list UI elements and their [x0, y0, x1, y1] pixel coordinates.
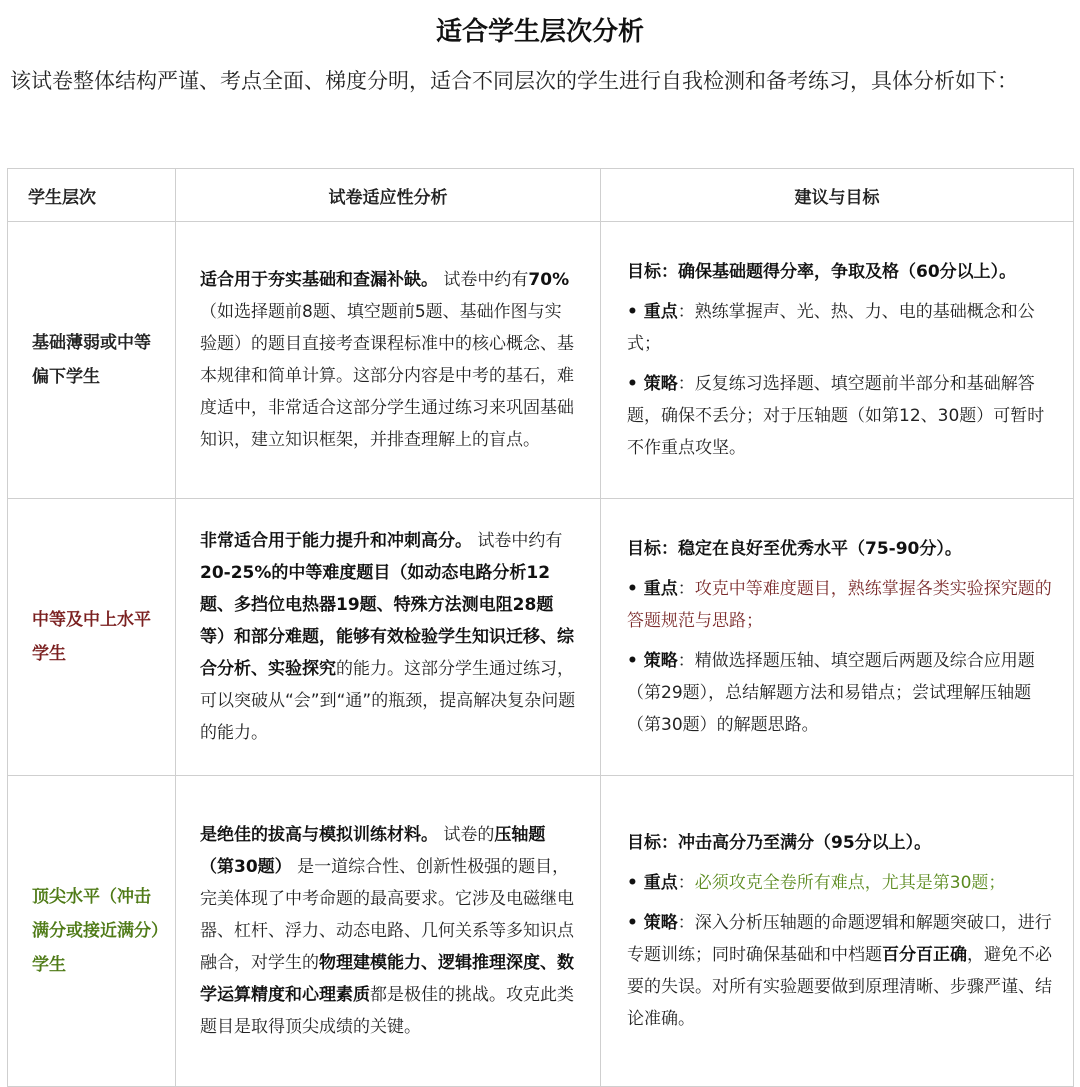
- strategy-label: • 策略: [627, 374, 678, 394]
- level-cell: 顶尖水平（冲击满分或接近满分）学生: [8, 776, 176, 1087]
- strategy-item: [627, 368, 1053, 464]
- analysis-text: 都是极佳的挑战。攻克此类题目是取得顶尖成绩的关键。: [200, 985, 574, 1037]
- goal-text: 目标：稳定在良好至优秀水平（75-90分）。: [627, 539, 962, 559]
- analysis-highlight: 压轴题（第30题）: [200, 825, 546, 877]
- focus-label: • 重点: [627, 302, 678, 322]
- header-analysis: 试卷适应性分析: [176, 169, 601, 222]
- table-header-row: [8, 169, 1074, 222]
- focus-item: [627, 573, 1053, 637]
- analysis-lead: 适合用于夯实基础和查漏补缺。: [200, 270, 438, 290]
- analysis-highlight: 70%: [528, 270, 570, 290]
- analysis-cell: [176, 499, 601, 776]
- analysis-lead: 非常适合用于能力提升和冲刺高分。: [200, 531, 472, 551]
- intro-paragraph: 该试卷整体结构严谨、考点全面、梯度分明，适合不同层次的学生进行自我检测和备考练习，具体分析如下：: [10, 69, 1018, 93]
- analysis-lead: 是绝佳的拔高与模拟训练材料。: [200, 825, 438, 845]
- strategy-highlight: 百分百正确: [882, 945, 967, 965]
- focus-text: ：熟练掌握声、光、热、力、电的基础概念和公式；: [627, 302, 1035, 354]
- strategy-text: ：精做选择题压轴、填空题后两题及综合应用题（第29题），总结解题方法和易错点；尝试理解压轴题（第30题）的解题思路。: [627, 651, 1035, 735]
- table-row: [8, 499, 1074, 776]
- goal-cell: [601, 776, 1074, 1087]
- page-title: 适合学生层次分析: [435, 17, 644, 47]
- analysis-cell: [176, 776, 601, 1087]
- analysis-highlight: 20-25%的中等难度题目（如动态电路分析12题、多挡位电热器19题、特殊方法测电阻28题等）和部分难题，能够有效检验学生知识迁移、综合分析、实验探究: [200, 563, 574, 679]
- level-cell: 中等及中上水平学生: [8, 499, 176, 776]
- focus-text: 必须攻克全卷所有难点，尤其是第30题；: [694, 873, 1006, 893]
- focus-item: [627, 867, 1053, 899]
- table-row: [8, 776, 1074, 1087]
- table-row: [8, 222, 1074, 499]
- level-cell: 基础薄弱或中等偏下学生: [8, 222, 176, 499]
- header-level: 学生层次: [8, 169, 176, 222]
- strategy-text: ，避免不必要的失误。对所有实验题要做到原理清晰、步骤严谨、结论准确。: [627, 945, 1052, 1029]
- analysis-text: 是一道综合性、创新性极强的题目，完美体现了中考命题的最高要求。它涉及电磁继电器、杠杆、浮力、动态电路、几何关系等多知识点融合，对学生的: [200, 857, 574, 973]
- focus-prefix: ：: [677, 873, 695, 893]
- strategy-item: [627, 907, 1053, 1035]
- analysis-text: 试卷中约有: [438, 270, 529, 290]
- focus-label: • 重点: [627, 579, 678, 599]
- focus-item: [627, 296, 1053, 360]
- strategy-item: [627, 645, 1053, 741]
- strategy-label: • 策略: [627, 651, 678, 671]
- strategy-text: ：深入分析压轴题的命题逻辑和解题突破口，进行专题训练；同时确保基础和中档题: [627, 913, 1052, 965]
- strategy-label: • 策略: [627, 913, 678, 933]
- analysis-text: 试卷的: [438, 825, 495, 845]
- analysis-text: （如选择题前8题、填空题前5题、基础作图与实验题）的题目直接考查课程标准中的核心概念、基本规律和简单计算。这部分内容是中考的基石，难度适中，非常适合这部分学生通过练习来巩固基础知识，建立知识框架，并排查理解上的盲点。: [200, 302, 574, 450]
- focus-prefix: ：: [677, 579, 695, 599]
- analysis-text: 试卷中约有: [472, 531, 563, 551]
- goal-cell: [601, 222, 1074, 499]
- analysis-text: 的能力。这部分学生通过练习，可以突破从“会”到“通”的瓶颈，提高解决复杂问题的能力。: [200, 659, 576, 743]
- header-goal: 建议与目标: [601, 169, 1074, 222]
- goal-text: 目标：冲击高分乃至满分（95分以上）。: [627, 833, 932, 853]
- analysis-table: [7, 168, 1074, 1087]
- strategy-text: ：反复练习选择题、填空题前半部分和基础解答题，确保不丢分；对于压轴题（如第12、30题）可暂时不作重点攻坚。: [627, 374, 1045, 458]
- goal-text: 目标：确保基础题得分率，争取及格（60分以上）。: [627, 262, 1017, 282]
- focus-text: 攻克中等难度题目，熟练掌握各类实验探究题的答题规范与思路；: [627, 579, 1052, 631]
- analysis-highlight: 物理建模能力、逻辑推理深度、数学运算精度和心理素质: [200, 953, 574, 1005]
- focus-label: • 重点: [627, 873, 678, 893]
- analysis-cell: [176, 222, 601, 499]
- goal-cell: [601, 499, 1074, 776]
